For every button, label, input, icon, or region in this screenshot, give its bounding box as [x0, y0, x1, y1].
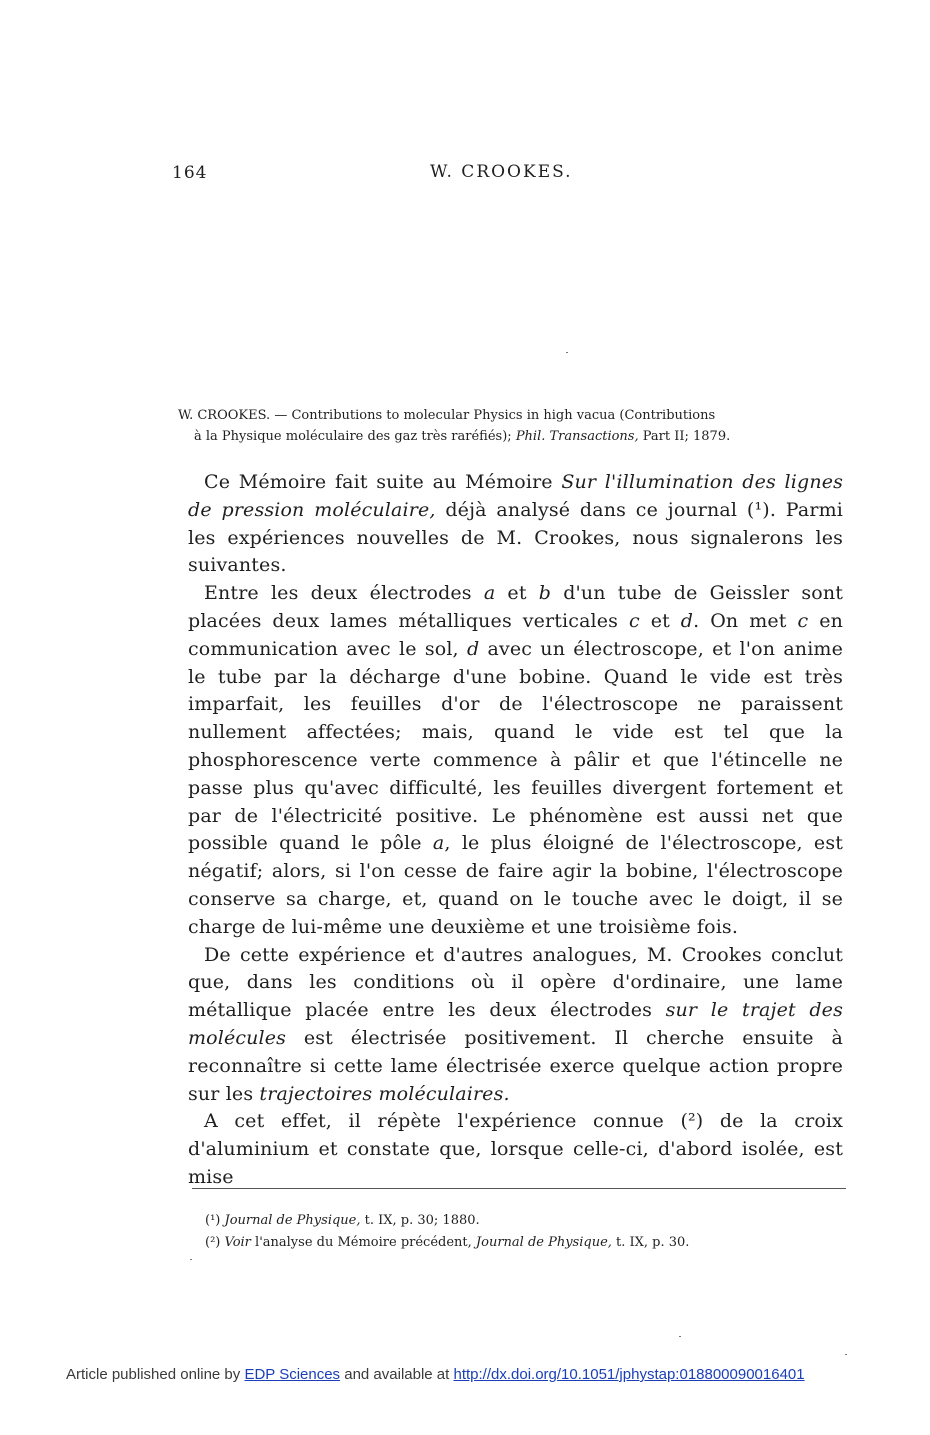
reference-journal: Phil. Transactions,	[515, 429, 639, 444]
reference-line-2	[178, 426, 838, 447]
p2-var-d: d	[680, 609, 694, 632]
footnote-2-journal: Journal de Physique,	[475, 1235, 612, 1250]
p2-var-b: b	[538, 582, 552, 605]
body-text	[188, 469, 843, 1192]
speck	[566, 352, 568, 353]
footnote-1-mark: (¹)	[205, 1213, 221, 1228]
p1-title: Sur l'illumination des lignes de pression moléculaire,	[188, 471, 843, 521]
footnote-1-journal: Journal de Physique,	[224, 1213, 361, 1228]
speck	[190, 1259, 192, 1260]
paragraph-4: A cet effet, il répète l'expérience connue (²) de la croix d'aluminium et constate que, lorsque celle-ci, d'abord isolée, est mise	[188, 1110, 843, 1188]
p2-var-c: c	[628, 609, 640, 632]
speck	[679, 1336, 681, 1337]
p2-text-c: d'un tube de Geissler sont placées deux lames métalliques verticales	[188, 582, 844, 632]
paragraph-2	[188, 580, 843, 941]
footer-prefix: Article published online by	[66, 1366, 245, 1383]
paragraph-3	[188, 942, 843, 1109]
p2-var-c2: c	[797, 609, 809, 632]
publication-footer	[66, 1366, 805, 1383]
p2-text-a: Entre les deux électrodes	[204, 582, 484, 605]
doi-link[interactable]: http://dx.doi.org/10.1051/jphystap:018800090016401	[453, 1366, 805, 1383]
p1-text-c: déjà analysé dans ce journal (¹). Parmi les expériences nouvelles de M. Crookes, nous signalerons les suivantes.	[188, 498, 843, 577]
p2-text-e: . On met	[693, 609, 798, 632]
footnote-2-mark: (²)	[205, 1235, 221, 1250]
p2-text-d: et	[639, 609, 681, 632]
footnote-2-mid: l'analyse du Mémoire précédent,	[250, 1235, 476, 1250]
p3-text-a: De cette expérience et d'autres analogues, M. Crookes conclut que, dans les conditions où il opère d'ordinaire, une lame métallique placée entre les deux électrodes	[188, 943, 843, 1022]
p3-emph-trajet: sur le trajet des molécules	[188, 999, 843, 1049]
footnote-2-voir: Voir	[224, 1235, 251, 1250]
footer-middle: and available at	[340, 1366, 454, 1383]
p2-text-g: avec un électroscope, et l'on anime le tube par la décharge d'une bobine. Quand le vide est très imparfait, les feuilles d'or de l'électroscope ne paraissent nullement affectées; mais, quand le vide est tel que la phosphorescence verte commence à pâlir et que l'étincelle ne passe plus qu'avec difficulté, les feuilles divergent fortement et par de l'électricité positive. Le phénomène est aussi net que possible quand le pôle	[188, 637, 843, 855]
p1-text-a: Ce Mémoire fait suite au Mémoire	[204, 471, 562, 493]
p2-var-a2: a	[432, 832, 445, 855]
p2-text-f: en communication avec le sol,	[188, 609, 843, 660]
footnote-1	[205, 1212, 480, 1230]
p2-text-b: et	[495, 582, 539, 605]
publisher-link[interactable]: EDP Sciences	[244, 1366, 341, 1383]
footnote-rule	[192, 1188, 846, 1189]
footnote-2-rest: t. IX, p. 30.	[611, 1235, 690, 1250]
p3-emph-trajectoires: trajectoires moléculaires.	[259, 1082, 510, 1105]
speck	[845, 1354, 847, 1355]
paragraph-1	[188, 469, 843, 580]
reference-line-2-prefix: à la Physique moléculaire des gaz très raréfiés);	[194, 429, 516, 444]
p3-text-c: est électrisée positivement. Il cherche ensuite à reconnaître si cette lame électrisée exerce quelque action propre sur les	[188, 1026, 843, 1105]
running-title: W. CROOKES.	[430, 162, 573, 182]
reference-line-1: W. CROOKES. — Contributions to molecular Physics in high vacua (Contributions	[178, 408, 716, 423]
footnote-2	[205, 1234, 689, 1252]
p2-var-d2: d	[466, 637, 480, 660]
reference-line-2-suffix: Part II; 1879.	[638, 429, 731, 444]
bibliographic-reference	[178, 405, 838, 447]
p2-var-a: a	[483, 582, 496, 605]
footnote-1-rest: t. IX, p. 30; 1880.	[360, 1213, 480, 1228]
page-number: 164	[172, 163, 208, 183]
p2-text-h: , le plus éloigné de l'électroscope, est négatif; alors, si l'on cesse de faire agir la bobine, l'électroscope conserve sa charge, et, quand on le touche avec le doigt, il se charge de lui-même une deuxième et une troisième fois.	[188, 832, 844, 938]
